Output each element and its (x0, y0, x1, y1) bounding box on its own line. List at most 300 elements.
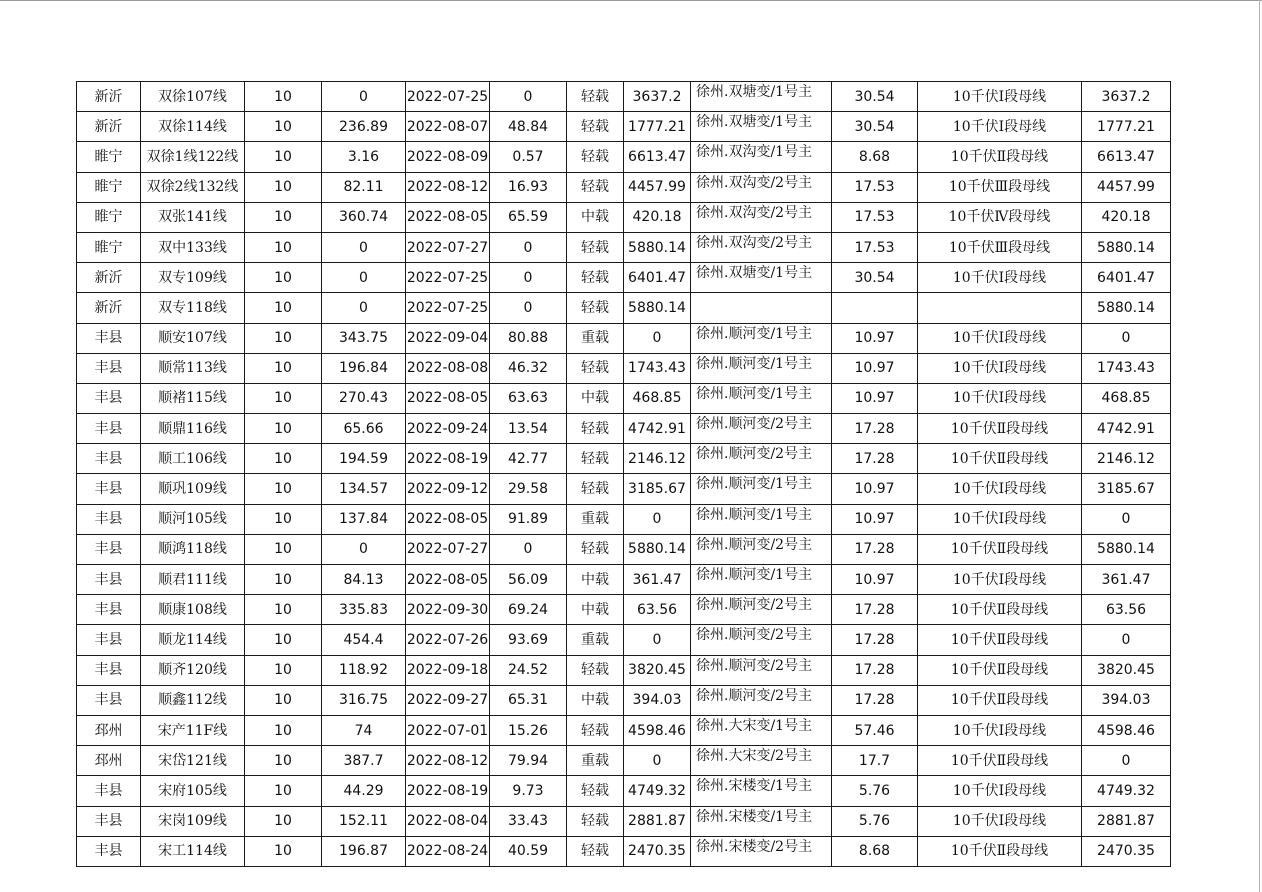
cell-load-status: 轻载 (567, 293, 624, 323)
cell-load-rate: 0.57 (490, 142, 567, 172)
cell-substation-transformer: 徐州.宋楼变/1号主 (691, 806, 832, 836)
cell-load-rate: 0 (490, 263, 567, 293)
cell-capacity: 63.56 (624, 595, 691, 625)
cell-transformer-load-rate: 8.68 (832, 836, 918, 866)
cell-transformer-load-rate: 17.28 (832, 595, 918, 625)
table-row (77, 746, 1171, 776)
cell-available-capacity: 0 (1082, 746, 1171, 776)
cell-load-value: 196.84 (322, 353, 406, 383)
cell-line-name: 宋工114线 (141, 836, 245, 866)
cell-busbar: 10千伏Ⅰ段母线 (918, 383, 1082, 413)
cell-district: 邳州 (77, 746, 141, 776)
cell-load-status: 轻载 (567, 172, 624, 202)
cell-available-capacity: 6613.47 (1082, 142, 1171, 172)
cell-load-value: 196.87 (322, 836, 406, 866)
cell-capacity: 4742.91 (624, 414, 691, 444)
cell-busbar: 10千伏Ⅰ段母线 (918, 776, 1082, 806)
cell-capacity: 2146.12 (624, 444, 691, 474)
table-row (77, 444, 1171, 474)
cell-date: 2022-08-05 (406, 202, 490, 232)
cell-load-value: 84.13 (322, 565, 406, 595)
table-row (77, 806, 1171, 836)
cell-load-status: 重载 (567, 746, 624, 776)
cell-transformer-load-rate: 17.53 (832, 232, 918, 262)
cell-date: 2022-07-01 (406, 715, 490, 745)
cell-available-capacity: 4457.99 (1082, 172, 1171, 202)
cell-district: 丰县 (77, 414, 141, 444)
cell-busbar: 10千伏Ⅰ段母线 (918, 474, 1082, 504)
cell-substation-transformer: 徐州.顺河变/2号主 (691, 595, 832, 625)
cell-load-rate: 16.93 (490, 172, 567, 202)
cell-line-name: 双徐114线 (141, 112, 245, 142)
cell-date: 2022-08-05 (406, 504, 490, 534)
cell-transformer-load-rate: 17.28 (832, 414, 918, 444)
cell-transformer-load-rate: 10.97 (832, 565, 918, 595)
cell-capacity: 0 (624, 504, 691, 534)
cell-load-rate: 24.52 (490, 655, 567, 685)
cell-load-value: 152.11 (322, 806, 406, 836)
cell-transformer-load-rate: 5.76 (832, 806, 918, 836)
cell-capacity: 361.47 (624, 565, 691, 595)
cell-load-status: 中载 (567, 595, 624, 625)
table-row (77, 263, 1171, 293)
cell-capacity: 2881.87 (624, 806, 691, 836)
table-row (77, 595, 1171, 625)
cell-capacity: 394.03 (624, 685, 691, 715)
cell-voltage: 10 (245, 142, 322, 172)
cell-voltage: 10 (245, 836, 322, 866)
cell-load-value: 0 (322, 534, 406, 564)
cell-load-rate: 0 (490, 232, 567, 262)
cell-load-value: 137.84 (322, 504, 406, 534)
cell-load-rate: 0 (490, 293, 567, 323)
cell-transformer-load-rate: 10.97 (832, 474, 918, 504)
cell-substation-transformer: 徐州.双塘变/1号主 (691, 263, 832, 293)
cell-district: 丰县 (77, 685, 141, 715)
cell-transformer-load-rate: 5.76 (832, 776, 918, 806)
cell-available-capacity: 394.03 (1082, 685, 1171, 715)
cell-busbar: 10千伏Ⅰ段母线 (918, 565, 1082, 595)
cell-load-rate: 79.94 (490, 746, 567, 776)
cell-available-capacity: 0 (1082, 625, 1171, 655)
cell-load-value: 82.11 (322, 172, 406, 202)
cell-district: 丰县 (77, 595, 141, 625)
cell-transformer-load-rate: 17.53 (832, 172, 918, 202)
cell-district: 丰县 (77, 655, 141, 685)
cell-voltage: 10 (245, 534, 322, 564)
cell-busbar: 10千伏Ⅱ段母线 (918, 625, 1082, 655)
cell-line-name: 双徐107线 (141, 82, 245, 112)
table-row (77, 776, 1171, 806)
cell-voltage: 10 (245, 383, 322, 413)
cell-substation-transformer: 徐州.顺河变/2号主 (691, 625, 832, 655)
cell-busbar: 10千伏Ⅱ段母线 (918, 685, 1082, 715)
cell-transformer-load-rate: 17.28 (832, 655, 918, 685)
cell-load-status: 轻载 (567, 444, 624, 474)
cell-date: 2022-08-19 (406, 776, 490, 806)
cell-voltage: 10 (245, 746, 322, 776)
cell-voltage: 10 (245, 444, 322, 474)
cell-date: 2022-09-27 (406, 685, 490, 715)
table-row (77, 685, 1171, 715)
cell-load-value: 236.89 (322, 112, 406, 142)
cell-available-capacity: 3637.2 (1082, 82, 1171, 112)
cell-district: 邳州 (77, 715, 141, 745)
cell-busbar: 10千伏Ⅱ段母线 (918, 414, 1082, 444)
cell-available-capacity: 3185.67 (1082, 474, 1171, 504)
cell-load-value: 74 (322, 715, 406, 745)
table-row (77, 836, 1171, 866)
cell-district: 丰县 (77, 806, 141, 836)
table-row (77, 112, 1171, 142)
cell-load-status: 轻载 (567, 474, 624, 504)
cell-capacity: 420.18 (624, 202, 691, 232)
table-row (77, 414, 1171, 444)
cell-district: 睢宁 (77, 202, 141, 232)
table-body (77, 82, 1171, 867)
table-row (77, 232, 1171, 262)
cell-transformer-load-rate: 10.97 (832, 353, 918, 383)
cell-district: 新沂 (77, 82, 141, 112)
cell-available-capacity: 2470.35 (1082, 836, 1171, 866)
cell-line-name: 顺君111线 (141, 565, 245, 595)
cell-substation-transformer: 徐州.顺河变/1号主 (691, 504, 832, 534)
cell-date: 2022-09-24 (406, 414, 490, 444)
cell-load-rate: 13.54 (490, 414, 567, 444)
cell-capacity: 2470.35 (624, 836, 691, 866)
cell-load-value: 44.29 (322, 776, 406, 806)
cell-load-value: 3.16 (322, 142, 406, 172)
cell-transformer-load-rate: 30.54 (832, 263, 918, 293)
feeder-load-table (76, 81, 1171, 867)
cell-load-rate: 29.58 (490, 474, 567, 504)
cell-load-rate: 46.32 (490, 353, 567, 383)
cell-load-status: 轻载 (567, 534, 624, 564)
cell-date: 2022-08-09 (406, 142, 490, 172)
cell-line-name: 顺齐120线 (141, 655, 245, 685)
cell-district: 丰县 (77, 565, 141, 595)
cell-busbar: 10千伏Ⅰ段母线 (918, 112, 1082, 142)
cell-voltage: 10 (245, 806, 322, 836)
cell-substation-transformer: 徐州.双沟变/2号主 (691, 172, 832, 202)
cell-load-value: 316.75 (322, 685, 406, 715)
cell-district: 丰县 (77, 383, 141, 413)
cell-busbar: 10千伏Ⅱ段母线 (918, 444, 1082, 474)
cell-load-status: 轻载 (567, 414, 624, 444)
cell-substation-transformer: 徐州.顺河变/1号主 (691, 474, 832, 504)
cell-load-rate: 42.77 (490, 444, 567, 474)
cell-capacity: 4457.99 (624, 172, 691, 202)
cell-date: 2022-08-24 (406, 836, 490, 866)
cell-district: 丰县 (77, 534, 141, 564)
cell-load-rate: 33.43 (490, 806, 567, 836)
cell-load-status: 轻载 (567, 142, 624, 172)
cell-capacity: 468.85 (624, 383, 691, 413)
cell-load-status: 轻载 (567, 806, 624, 836)
table-row (77, 655, 1171, 685)
cell-transformer-load-rate: 57.46 (832, 715, 918, 745)
cell-line-name: 双徐2线132线 (141, 172, 245, 202)
cell-voltage: 10 (245, 776, 322, 806)
cell-load-value: 454.4 (322, 625, 406, 655)
cell-available-capacity: 5880.14 (1082, 534, 1171, 564)
cell-substation-transformer: 徐州.大宋变/1号主 (691, 715, 832, 745)
cell-transformer-load-rate: 17.28 (832, 444, 918, 474)
cell-available-capacity: 468.85 (1082, 383, 1171, 413)
cell-load-rate: 56.09 (490, 565, 567, 595)
table-row (77, 474, 1171, 504)
cell-district: 新沂 (77, 263, 141, 293)
cell-load-value: 65.66 (322, 414, 406, 444)
cell-available-capacity: 4742.91 (1082, 414, 1171, 444)
cell-line-name: 双专118线 (141, 293, 245, 323)
cell-available-capacity: 6401.47 (1082, 263, 1171, 293)
cell-load-value: 335.83 (322, 595, 406, 625)
table-row (77, 565, 1171, 595)
cell-district: 丰县 (77, 776, 141, 806)
cell-busbar: 10千伏Ⅰ段母线 (918, 504, 1082, 534)
cell-capacity: 0 (624, 746, 691, 776)
cell-substation-transformer: 徐州.宋楼变/2号主 (691, 836, 832, 866)
cell-busbar: 10千伏Ⅰ段母线 (918, 353, 1082, 383)
cell-capacity: 5880.14 (624, 534, 691, 564)
cell-line-name: 顺河105线 (141, 504, 245, 534)
cell-substation-transformer: 徐州.大宋变/2号主 (691, 746, 832, 776)
cell-line-name: 宋岗109线 (141, 806, 245, 836)
cell-busbar: 10千伏Ⅱ段母线 (918, 142, 1082, 172)
cell-capacity: 1777.21 (624, 112, 691, 142)
cell-date: 2022-09-12 (406, 474, 490, 504)
cell-substation-transformer: 徐州.双沟变/2号主 (691, 232, 832, 262)
cell-capacity: 0 (624, 625, 691, 655)
cell-line-name: 双张141线 (141, 202, 245, 232)
cell-date: 2022-08-05 (406, 383, 490, 413)
cell-available-capacity: 4749.32 (1082, 776, 1171, 806)
cell-line-name: 顺工106线 (141, 444, 245, 474)
cell-voltage: 10 (245, 263, 322, 293)
table-row (77, 323, 1171, 353)
cell-transformer-load-rate: 17.7 (832, 746, 918, 776)
table-row (77, 625, 1171, 655)
cell-load-value: 0 (322, 232, 406, 262)
cell-substation-transformer: 徐州.双沟变/1号主 (691, 142, 832, 172)
table-row (77, 172, 1171, 202)
cell-available-capacity: 63.56 (1082, 595, 1171, 625)
cell-voltage: 10 (245, 715, 322, 745)
cell-substation-transformer: 徐州.顺河变/1号主 (691, 383, 832, 413)
cell-district: 丰县 (77, 474, 141, 504)
cell-load-value: 360.74 (322, 202, 406, 232)
cell-voltage: 10 (245, 293, 322, 323)
cell-transformer-load-rate: 10.97 (832, 504, 918, 534)
cell-capacity: 5880.14 (624, 293, 691, 323)
cell-district: 丰县 (77, 836, 141, 866)
cell-available-capacity: 1777.21 (1082, 112, 1171, 142)
cell-capacity: 4598.46 (624, 715, 691, 745)
cell-date: 2022-08-08 (406, 353, 490, 383)
cell-busbar: 10千伏Ⅰ段母线 (918, 82, 1082, 112)
cell-transformer-load-rate: 10.97 (832, 323, 918, 353)
cell-substation-transformer: 徐州.顺河变/1号主 (691, 565, 832, 595)
table-row (77, 504, 1171, 534)
cell-load-value: 270.43 (322, 383, 406, 413)
cell-capacity: 3637.2 (624, 82, 691, 112)
cell-voltage: 10 (245, 323, 322, 353)
cell-load-rate: 69.24 (490, 595, 567, 625)
cell-voltage: 10 (245, 685, 322, 715)
cell-voltage: 10 (245, 625, 322, 655)
cell-line-name: 顺龙114线 (141, 625, 245, 655)
cell-transformer-load-rate: 30.54 (832, 112, 918, 142)
cell-date: 2022-09-04 (406, 323, 490, 353)
cell-available-capacity: 2881.87 (1082, 806, 1171, 836)
cell-available-capacity: 420.18 (1082, 202, 1171, 232)
cell-district: 丰县 (77, 444, 141, 474)
table-row (77, 383, 1171, 413)
page-top-edge (0, 0, 1262, 1)
cell-line-name: 双徐1线122线 (141, 142, 245, 172)
cell-load-rate: 65.31 (490, 685, 567, 715)
cell-line-name: 顺巩109线 (141, 474, 245, 504)
cell-available-capacity: 1743.43 (1082, 353, 1171, 383)
cell-line-name: 顺鑫112线 (141, 685, 245, 715)
cell-load-rate: 80.88 (490, 323, 567, 353)
cell-busbar: 10千伏Ⅰ段母线 (918, 715, 1082, 745)
cell-busbar: 10千伏Ⅳ段母线 (918, 202, 1082, 232)
cell-load-value: 118.92 (322, 655, 406, 685)
cell-capacity: 5880.14 (624, 232, 691, 262)
cell-voltage: 10 (245, 202, 322, 232)
cell-transformer-load-rate: 17.28 (832, 534, 918, 564)
cell-load-status: 轻载 (567, 82, 624, 112)
cell-busbar: 10千伏Ⅱ段母线 (918, 746, 1082, 776)
cell-date: 2022-08-04 (406, 806, 490, 836)
cell-busbar: 10千伏Ⅱ段母线 (918, 595, 1082, 625)
cell-transformer-load-rate (832, 293, 918, 323)
cell-voltage: 10 (245, 112, 322, 142)
cell-voltage: 10 (245, 504, 322, 534)
cell-load-status: 重载 (567, 625, 624, 655)
cell-capacity: 4749.32 (624, 776, 691, 806)
table-row (77, 293, 1171, 323)
cell-capacity: 3820.45 (624, 655, 691, 685)
cell-date: 2022-07-27 (406, 534, 490, 564)
cell-date: 2022-07-25 (406, 293, 490, 323)
cell-date: 2022-07-27 (406, 232, 490, 262)
cell-capacity: 3185.67 (624, 474, 691, 504)
cell-line-name: 双专109线 (141, 263, 245, 293)
cell-substation-transformer: 徐州.顺河变/2号主 (691, 444, 832, 474)
cell-transformer-load-rate: 8.68 (832, 142, 918, 172)
cell-load-status: 轻载 (567, 232, 624, 262)
cell-district: 睢宁 (77, 232, 141, 262)
cell-capacity: 1743.43 (624, 353, 691, 383)
cell-transformer-load-rate: 17.28 (832, 685, 918, 715)
cell-substation-transformer: 徐州.顺河变/2号主 (691, 685, 832, 715)
cell-date: 2022-07-25 (406, 82, 490, 112)
cell-load-value: 0 (322, 263, 406, 293)
cell-busbar: 10千伏Ⅱ段母线 (918, 655, 1082, 685)
cell-substation-transformer: 徐州.宋楼变/1号主 (691, 776, 832, 806)
cell-substation-transformer: 徐州.顺河变/1号主 (691, 323, 832, 353)
cell-substation-transformer: 徐州.顺河变/1号主 (691, 353, 832, 383)
cell-load-value: 194.59 (322, 444, 406, 474)
cell-district: 睢宁 (77, 172, 141, 202)
cell-load-status: 重载 (567, 504, 624, 534)
cell-substation-transformer: 徐州.顺河变/2号主 (691, 655, 832, 685)
cell-load-value: 387.7 (322, 746, 406, 776)
cell-load-rate: 93.69 (490, 625, 567, 655)
cell-load-rate: 0 (490, 534, 567, 564)
cell-district: 丰县 (77, 504, 141, 534)
cell-load-status: 中载 (567, 202, 624, 232)
cell-district: 丰县 (77, 625, 141, 655)
cell-available-capacity: 0 (1082, 323, 1171, 353)
cell-date: 2022-09-30 (406, 595, 490, 625)
cell-substation-transformer: 徐州.双塘变/1号主 (691, 82, 832, 112)
cell-line-name: 双中133线 (141, 232, 245, 262)
cell-voltage: 10 (245, 82, 322, 112)
cell-busbar: 10千伏Ⅱ段母线 (918, 836, 1082, 866)
cell-district: 睢宁 (77, 142, 141, 172)
cell-busbar: 10千伏Ⅰ段母线 (918, 806, 1082, 836)
cell-busbar: 10千伏Ⅰ段母线 (918, 263, 1082, 293)
cell-capacity: 0 (624, 323, 691, 353)
cell-available-capacity: 5880.14 (1082, 232, 1171, 262)
cell-load-value: 0 (322, 82, 406, 112)
cell-load-status: 重载 (567, 323, 624, 353)
cell-capacity: 6401.47 (624, 263, 691, 293)
cell-district: 丰县 (77, 323, 141, 353)
cell-load-status: 轻载 (567, 655, 624, 685)
cell-busbar: 10千伏Ⅱ段母线 (918, 534, 1082, 564)
cell-load-value: 134.57 (322, 474, 406, 504)
cell-substation-transformer: 徐州.顺河变/2号主 (691, 534, 832, 564)
cell-district: 新沂 (77, 112, 141, 142)
cell-load-rate: 48.84 (490, 112, 567, 142)
cell-date: 2022-07-26 (406, 625, 490, 655)
page-right-edge (1259, 0, 1260, 892)
cell-voltage: 10 (245, 172, 322, 202)
cell-line-name: 顺鸿118线 (141, 534, 245, 564)
cell-district: 丰县 (77, 353, 141, 383)
cell-date: 2022-08-07 (406, 112, 490, 142)
table-row (77, 715, 1171, 745)
cell-busbar: 10千伏Ⅰ段母线 (918, 323, 1082, 353)
cell-load-value: 343.75 (322, 323, 406, 353)
cell-available-capacity: 2146.12 (1082, 444, 1171, 474)
cell-date: 2022-08-19 (406, 444, 490, 474)
cell-line-name: 顺安107线 (141, 323, 245, 353)
cell-substation-transformer: 徐州.双塘变/1号主 (691, 112, 832, 142)
cell-load-status: 中载 (567, 685, 624, 715)
cell-load-status: 中载 (567, 383, 624, 413)
cell-voltage: 10 (245, 655, 322, 685)
cell-available-capacity: 4598.46 (1082, 715, 1171, 745)
table-row (77, 353, 1171, 383)
cell-load-rate: 65.59 (490, 202, 567, 232)
cell-transformer-load-rate: 17.28 (832, 625, 918, 655)
cell-voltage: 10 (245, 414, 322, 444)
cell-line-name: 顺褚115线 (141, 383, 245, 413)
cell-load-rate: 63.63 (490, 383, 567, 413)
table-row (77, 142, 1171, 172)
table-row (77, 534, 1171, 564)
cell-date: 2022-09-18 (406, 655, 490, 685)
cell-load-status: 轻载 (567, 353, 624, 383)
cell-line-name: 宋产11F线 (141, 715, 245, 745)
cell-load-rate: 40.59 (490, 836, 567, 866)
